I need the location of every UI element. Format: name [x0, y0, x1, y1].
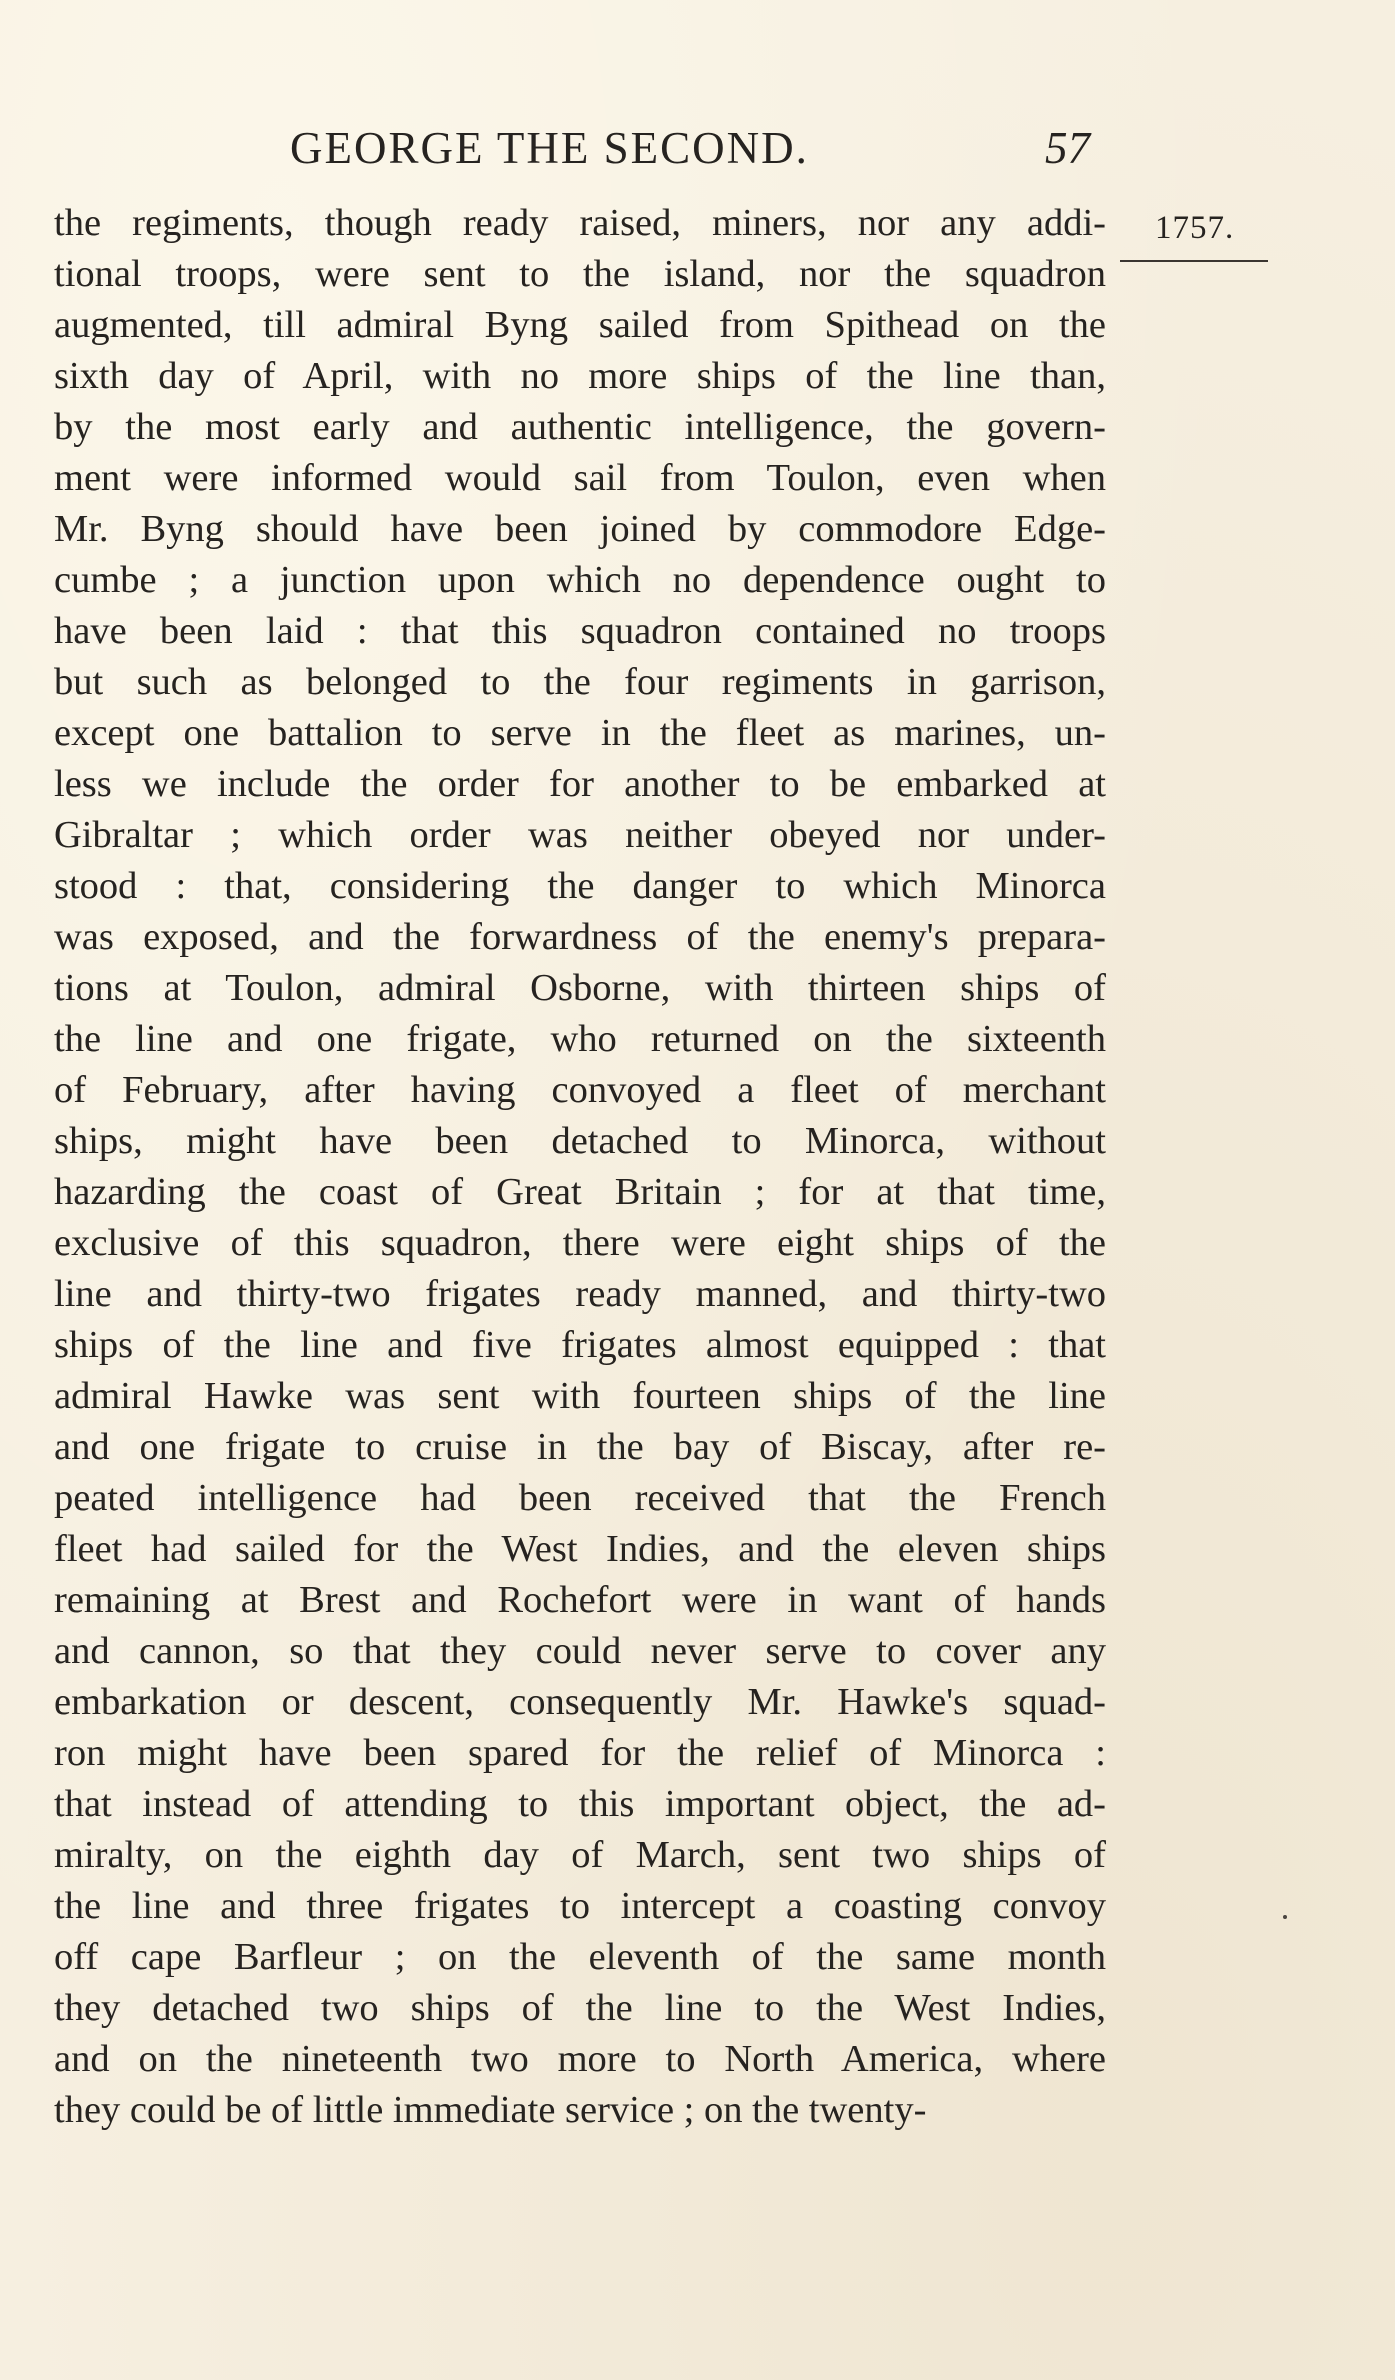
text-line: stood : that, considering the danger to which Minorca: [54, 865, 1106, 907]
text-line: Mr. Byng should have been joined by commodore Edge-: [54, 508, 1106, 550]
margin-rule: [1120, 260, 1268, 262]
margin-year-note: 1757.: [1155, 210, 1235, 246]
text-line: the line and one frigate, who returned on the sixteenth: [54, 1018, 1106, 1060]
text-line: less we include the order for another to be embarked at: [54, 763, 1106, 805]
ink-speck: [1283, 1915, 1287, 1919]
page-number: 57: [1045, 123, 1090, 173]
text-line: hazarding the coast of Great Britain ; for at that time,: [54, 1171, 1106, 1213]
text-line: and on the nineteenth two more to North America, where: [54, 2038, 1106, 2080]
text-line: and cannon, so that they could never serve to cover any: [54, 1630, 1106, 1672]
text-line: sixth day of April, with no more ships of the line than,: [54, 355, 1106, 397]
text-line: remaining at Brest and Rochefort were in want of hands: [54, 1579, 1106, 1621]
text-line: ships, might have been detached to Minorca, without: [54, 1120, 1106, 1162]
text-line: line and thirty-two frigates ready manned, and thirty-two: [54, 1273, 1106, 1315]
text-line: augmented, till admiral Byng sailed from Spithead on the: [54, 304, 1106, 346]
text-line: tions at Toulon, admiral Osborne, with thirteen ships of: [54, 967, 1106, 1009]
text-line: but such as belonged to the four regiments in garrison,: [54, 661, 1106, 703]
text-line: tional troops, were sent to the island, nor the squadron: [54, 253, 1106, 295]
text-line: miralty, on the eighth day of March, sent two ships of: [54, 1834, 1106, 1876]
text-line: by the most early and authentic intelligence, the govern-: [54, 406, 1106, 448]
text-line: the regiments, though ready raised, miners, nor any addi-: [54, 202, 1106, 244]
text-line: Gibraltar ; which order was neither obeyed nor under-: [54, 814, 1106, 856]
text-line: embarkation or descent, consequently Mr. Hawke's squad-: [54, 1681, 1106, 1723]
text-line: off cape Barfleur ; on the eleventh of the same month: [54, 1936, 1106, 1978]
text-line: they detached two ships of the line to the West Indies,: [54, 1987, 1106, 2029]
text-line: that instead of attending to this important object, the ad-: [54, 1783, 1106, 1825]
text-line: of February, after having convoyed a fleet of merchant: [54, 1069, 1106, 1111]
text-line: they could be of little immediate service ; on the twenty-: [54, 2089, 927, 2131]
text-line: ships of the line and five frigates almost equipped : that: [54, 1324, 1106, 1366]
text-line: have been laid : that this squadron contained no troops: [54, 610, 1106, 652]
text-line: admiral Hawke was sent with fourteen ships of the line: [54, 1375, 1106, 1417]
body-text: [54, 198, 1106, 2136]
text-line: exclusive of this squadron, there were eight ships of the: [54, 1222, 1106, 1264]
text-line: except one battalion to serve in the fleet as marines, un-: [54, 712, 1106, 754]
text-line: was exposed, and the forwardness of the enemy's prepara-: [54, 916, 1106, 958]
running-title: GEORGE THE SECOND.: [290, 123, 809, 173]
text-line: and one frigate to cruise in the bay of Biscay, after re-: [54, 1426, 1106, 1468]
text-line: the line and three frigates to intercept a coasting convoy: [54, 1885, 1106, 1927]
text-line: peated intelligence had been received that the French: [54, 1477, 1106, 1519]
text-line: ron might have been spared for the relief of Minorca :: [54, 1732, 1106, 1774]
running-head: [290, 118, 1090, 178]
text-line: fleet had sailed for the West Indies, and the eleven ships: [54, 1528, 1106, 1570]
text-line: cumbe ; a junction upon which no dependence ought to: [54, 559, 1106, 601]
text-line: ment were informed would sail from Toulon, even when: [54, 457, 1106, 499]
